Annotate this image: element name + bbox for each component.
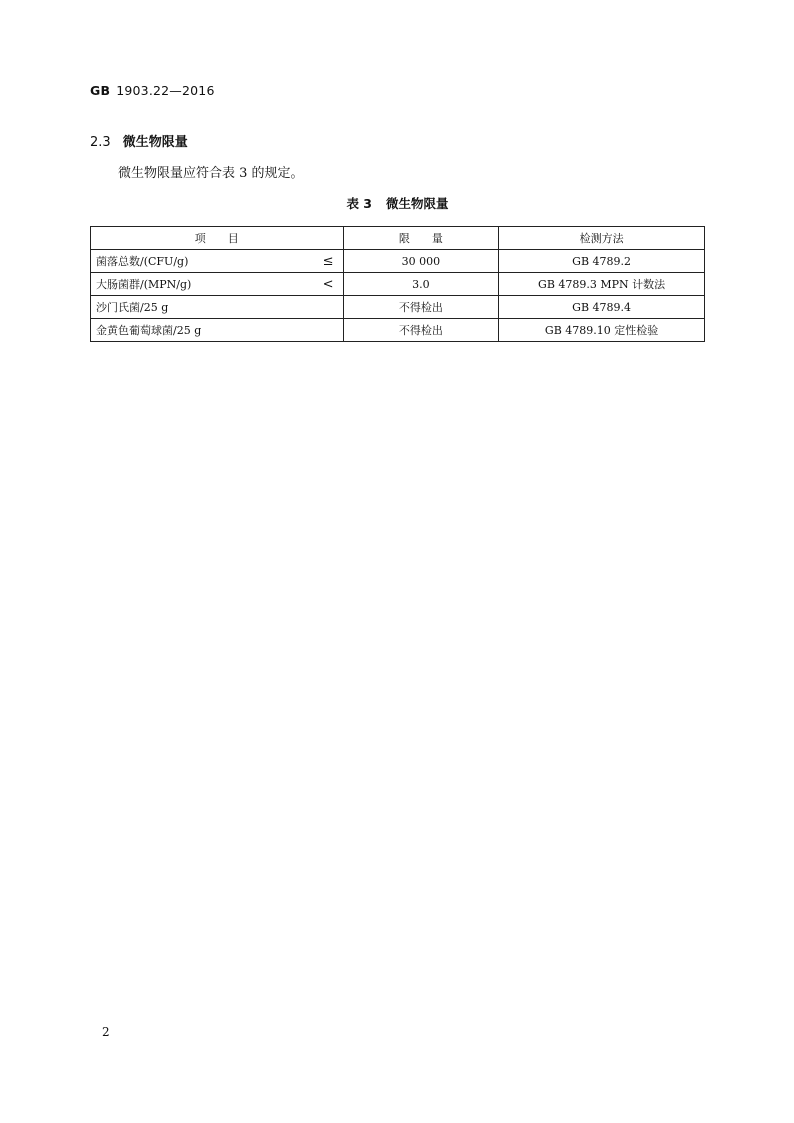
- section-heading: [90, 131, 188, 150]
- limit-cell: 不得检出: [343, 319, 499, 342]
- method-cell: GB 4789.3 MPN 计数法: [499, 273, 705, 296]
- method-cell: GB 4789.10 定性检验: [499, 319, 705, 342]
- table-caption: [90, 194, 705, 212]
- table-header-row: [91, 227, 705, 250]
- table-row: [91, 296, 705, 319]
- section-number: 2.3: [90, 135, 111, 150]
- page-number: 2: [102, 1025, 110, 1039]
- table-row: [91, 273, 705, 296]
- column-header-item: 项 目: [91, 227, 344, 250]
- table-row: [91, 250, 705, 273]
- comparison-operator: <: [322, 276, 334, 292]
- table-row: [91, 319, 705, 342]
- method-cell: GB 4789.2: [499, 250, 705, 273]
- table-caption-number: 表 3: [346, 196, 373, 211]
- standard-code: [90, 83, 215, 98]
- method-cell: GB 4789.4: [499, 296, 705, 319]
- item-cell: [91, 319, 344, 342]
- item-cell: [91, 296, 344, 319]
- limit-cell: 30 000: [343, 250, 499, 273]
- item-cell: [91, 250, 344, 273]
- item-name: 菌落总数/(CFU/g): [96, 255, 189, 268]
- section-title: 微生物限量: [122, 135, 188, 150]
- item-name: 沙门氏菌/25 g: [96, 301, 169, 314]
- column-header-method: 检测方法: [499, 227, 705, 250]
- comparison-operator: ≤: [322, 253, 334, 269]
- item-name: 大肠菌群/(MPN/g): [96, 278, 192, 291]
- section-body-text: 微生物限量应符合表 3 的规定。: [118, 166, 304, 181]
- standard-code-number: 1903.22—2016: [116, 83, 215, 98]
- item-cell: [91, 273, 344, 296]
- table-caption-title: 微生物限量: [386, 196, 449, 211]
- item-name: 金黄色葡萄球菌/25 g: [96, 324, 202, 337]
- standard-code-prefix: GB: [90, 83, 111, 98]
- limit-cell: 不得检出: [343, 296, 499, 319]
- column-header-limit: 限 量: [343, 227, 499, 250]
- limit-cell: 3.0: [343, 273, 499, 296]
- microbial-limits-table: [90, 226, 705, 342]
